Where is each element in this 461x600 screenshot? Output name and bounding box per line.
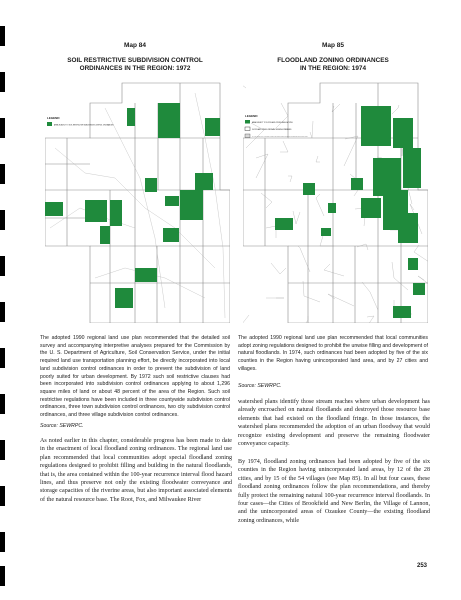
map-shaded-area — [85, 200, 107, 222]
map-shaded-area — [413, 283, 425, 295]
legend-swatch — [245, 120, 250, 124]
map-stream — [316, 194, 324, 216]
map-shaded-area — [205, 118, 220, 136]
map-stream — [310, 121, 313, 138]
map-title-line: ORDINANCES IN THE REGION: 1972 — [79, 65, 191, 72]
map-stream — [280, 141, 288, 152]
map-stream — [392, 262, 408, 290]
map-label: Map 85 — [321, 42, 345, 49]
map-shaded-areas — [45, 103, 220, 308]
map-shaded-area — [180, 190, 203, 220]
map-shaded-area — [398, 213, 418, 243]
binding-mark — [0, 302, 5, 322]
map-shaded-area — [145, 178, 157, 192]
map-label: Map 84 — [123, 42, 147, 49]
legend-item: CIVIL DIVISIONS WITH ADOPTED FLOODLAND ZONING ORDINANCES BUT NO DELINEATED FLOODLANDS — [252, 137, 308, 138]
map-shaded-area — [195, 173, 213, 190]
map-shaded-area — [328, 203, 336, 213]
map-stream — [316, 156, 320, 162]
map-stream — [328, 294, 354, 306]
binding-mark — [0, 118, 5, 138]
binding-mark — [0, 486, 5, 506]
binding-mark — [0, 256, 5, 276]
map-stream — [266, 226, 276, 238]
binding-mark — [0, 164, 5, 184]
map-shaded-area — [303, 183, 315, 195]
map-stream — [358, 316, 374, 323]
legend-heading: LEGEND — [47, 116, 60, 120]
map-stream — [288, 176, 292, 182]
map-shaded-area — [408, 258, 418, 270]
map-shaded-area — [127, 108, 135, 126]
map-shaded-area — [275, 218, 293, 230]
legend-item: AREA SUBJECT TO FLOODLAND ZONING REGULATIONS — [252, 123, 293, 124]
body-paragraph: As noted earlier in this chapter, considerable progress has been made to date in the enactment of local floodland zoning ordinances. The regional land use plan recommended that local communities adopt special floodland zoning regulations designed to prohibit filling and building in the natural floodlands, that is, the area contained within the 100-year recurrence interval flood hazard lines, and thus preserve not only the existing floodwater conveyance and storage capacities of the riverine areas, but also important associated elements of the natural resource base. The Root, Fox, and Milwaukee River — [40, 438, 232, 503]
map-caption: The adopted 1990 regional land use plan recommended that local communities adopt zoning regulations designed to prohibit the unwise filling and development of natural floodlands. In 1974, such ordinances had been adopted by five of the six counties in the Region having unincorporated land area, and by 27 cities and villages. — [238, 335, 428, 372]
map-shaded-area — [110, 200, 122, 226]
map-shaded-area — [100, 226, 110, 244]
map-stream — [276, 103, 288, 128]
binding-mark — [0, 440, 5, 460]
legend-swatch — [245, 127, 250, 131]
legend-item: FLOODLAND ZONING ORDINANCES BEING PREPARED — [252, 130, 292, 131]
map-stream — [303, 281, 320, 302]
map-stream — [392, 105, 399, 114]
map-shaded-area — [393, 306, 411, 318]
floodland-zoning-map — [243, 78, 428, 323]
body-paragraph: watershed plans identify those stream reaches where urban development has already encroached on natural floodlands and destroyed those resource base elements that had existed on the floodland fringe. In those instances, the watershed plans recommended the adoption of an urban floodway that would recognize existing development and preserve the remaining floodwater conveyance capacity. — [238, 399, 430, 448]
map-title-line: IN THE REGION: 1974 — [299, 65, 367, 72]
body-paragraph: By 1974, floodland zoning ordinances had been adopted by five of the six counties in the Region having unincorporated land areas, by 12 of the 28 cities, and by 15 of the 54 villages (see Map 85). In all but four cases, these floodland zoning ordinances follow the plan recommendations, and thereby fully protect the remaining natural 100-year recurrence interval floodlands. In four cases—the Cities of Brookfield and New Berlin, the Village of Lannon, and the unincorporated areas of Ozaukee County—the existing floodland zoning ordinances, while — [238, 459, 430, 524]
map-shaded-area — [163, 228, 179, 242]
binding-mark — [0, 210, 5, 230]
legend-heading: LEGEND — [245, 114, 258, 118]
map-shaded-area — [45, 202, 63, 216]
binding-mark — [0, 532, 5, 552]
map-stream — [357, 244, 368, 250]
map-stream — [324, 264, 344, 276]
soil-ordinance-map — [45, 78, 230, 323]
map-shaded-area — [361, 198, 381, 218]
map-title-line: SOIL RESTRICTIVE SUBDIVISION CONTROL — [67, 57, 203, 64]
map-title-line: FLOODLAND ZONING ORDINANCES — [277, 57, 389, 64]
source-note: Source: SEWRPC. — [238, 383, 282, 389]
map-shaded-area — [351, 178, 363, 190]
map-stream — [300, 316, 308, 323]
binding-mark — [0, 348, 5, 368]
binding-mark — [0, 566, 5, 586]
map-stream — [271, 263, 286, 274]
page-number: 253 — [416, 563, 427, 569]
map-caption: The adopted 1990 regional land use plan recommended that the detailed soil survey and accompanying interpretive analyses prepared for the Commission by the U. S. Department of Agriculture, Soil Conservation Service, under the initial required land use transportation planning effort, be directly incorporated into local land subdivision control ordinances in order to prevent the subdivision of land poorly suited for urban development. By 1972 such soil restrictive clauses had been incorporated into subdivision control ordinances applying to about 1,296 square miles of land or about 48 percent of the area of the Region. Such soil restrictive regulations have been included in three countywide subdivision control ordinances, three town subdivision control ordinances, two city subdivision control ordinances, and three village subdivision control ordinances. — [40, 335, 230, 419]
map-title — [238, 57, 428, 73]
map-stream — [243, 315, 249, 323]
map-shaded-area — [321, 228, 331, 236]
source-note: Source: SEWRPC. — [40, 423, 84, 429]
legend-swatch — [245, 134, 250, 138]
map-stream — [362, 282, 378, 310]
map-stream — [293, 211, 300, 224]
binding-mark — [0, 72, 5, 92]
legend-item: AREA SUBJECT TO SOIL RESTRICTIVE SUBDIVISION CONTROL ORDINANCES — [54, 125, 114, 127]
map-stream — [256, 154, 268, 178]
binding-mark — [0, 394, 5, 414]
legend-swatch — [47, 122, 52, 126]
map-shaded-area — [135, 268, 157, 282]
binding-mark — [0, 26, 5, 46]
map-shaded-area — [393, 118, 413, 148]
map-shaded-area — [361, 106, 391, 146]
map-shaded-area — [403, 148, 421, 188]
map-stream — [243, 82, 246, 88]
map-shaded-area — [158, 103, 180, 138]
map-shaded-area — [115, 288, 133, 308]
map-stream — [261, 193, 272, 208]
binding-marks — [0, 0, 10, 600]
map-shaded-area — [165, 196, 179, 206]
map-title — [40, 57, 230, 73]
